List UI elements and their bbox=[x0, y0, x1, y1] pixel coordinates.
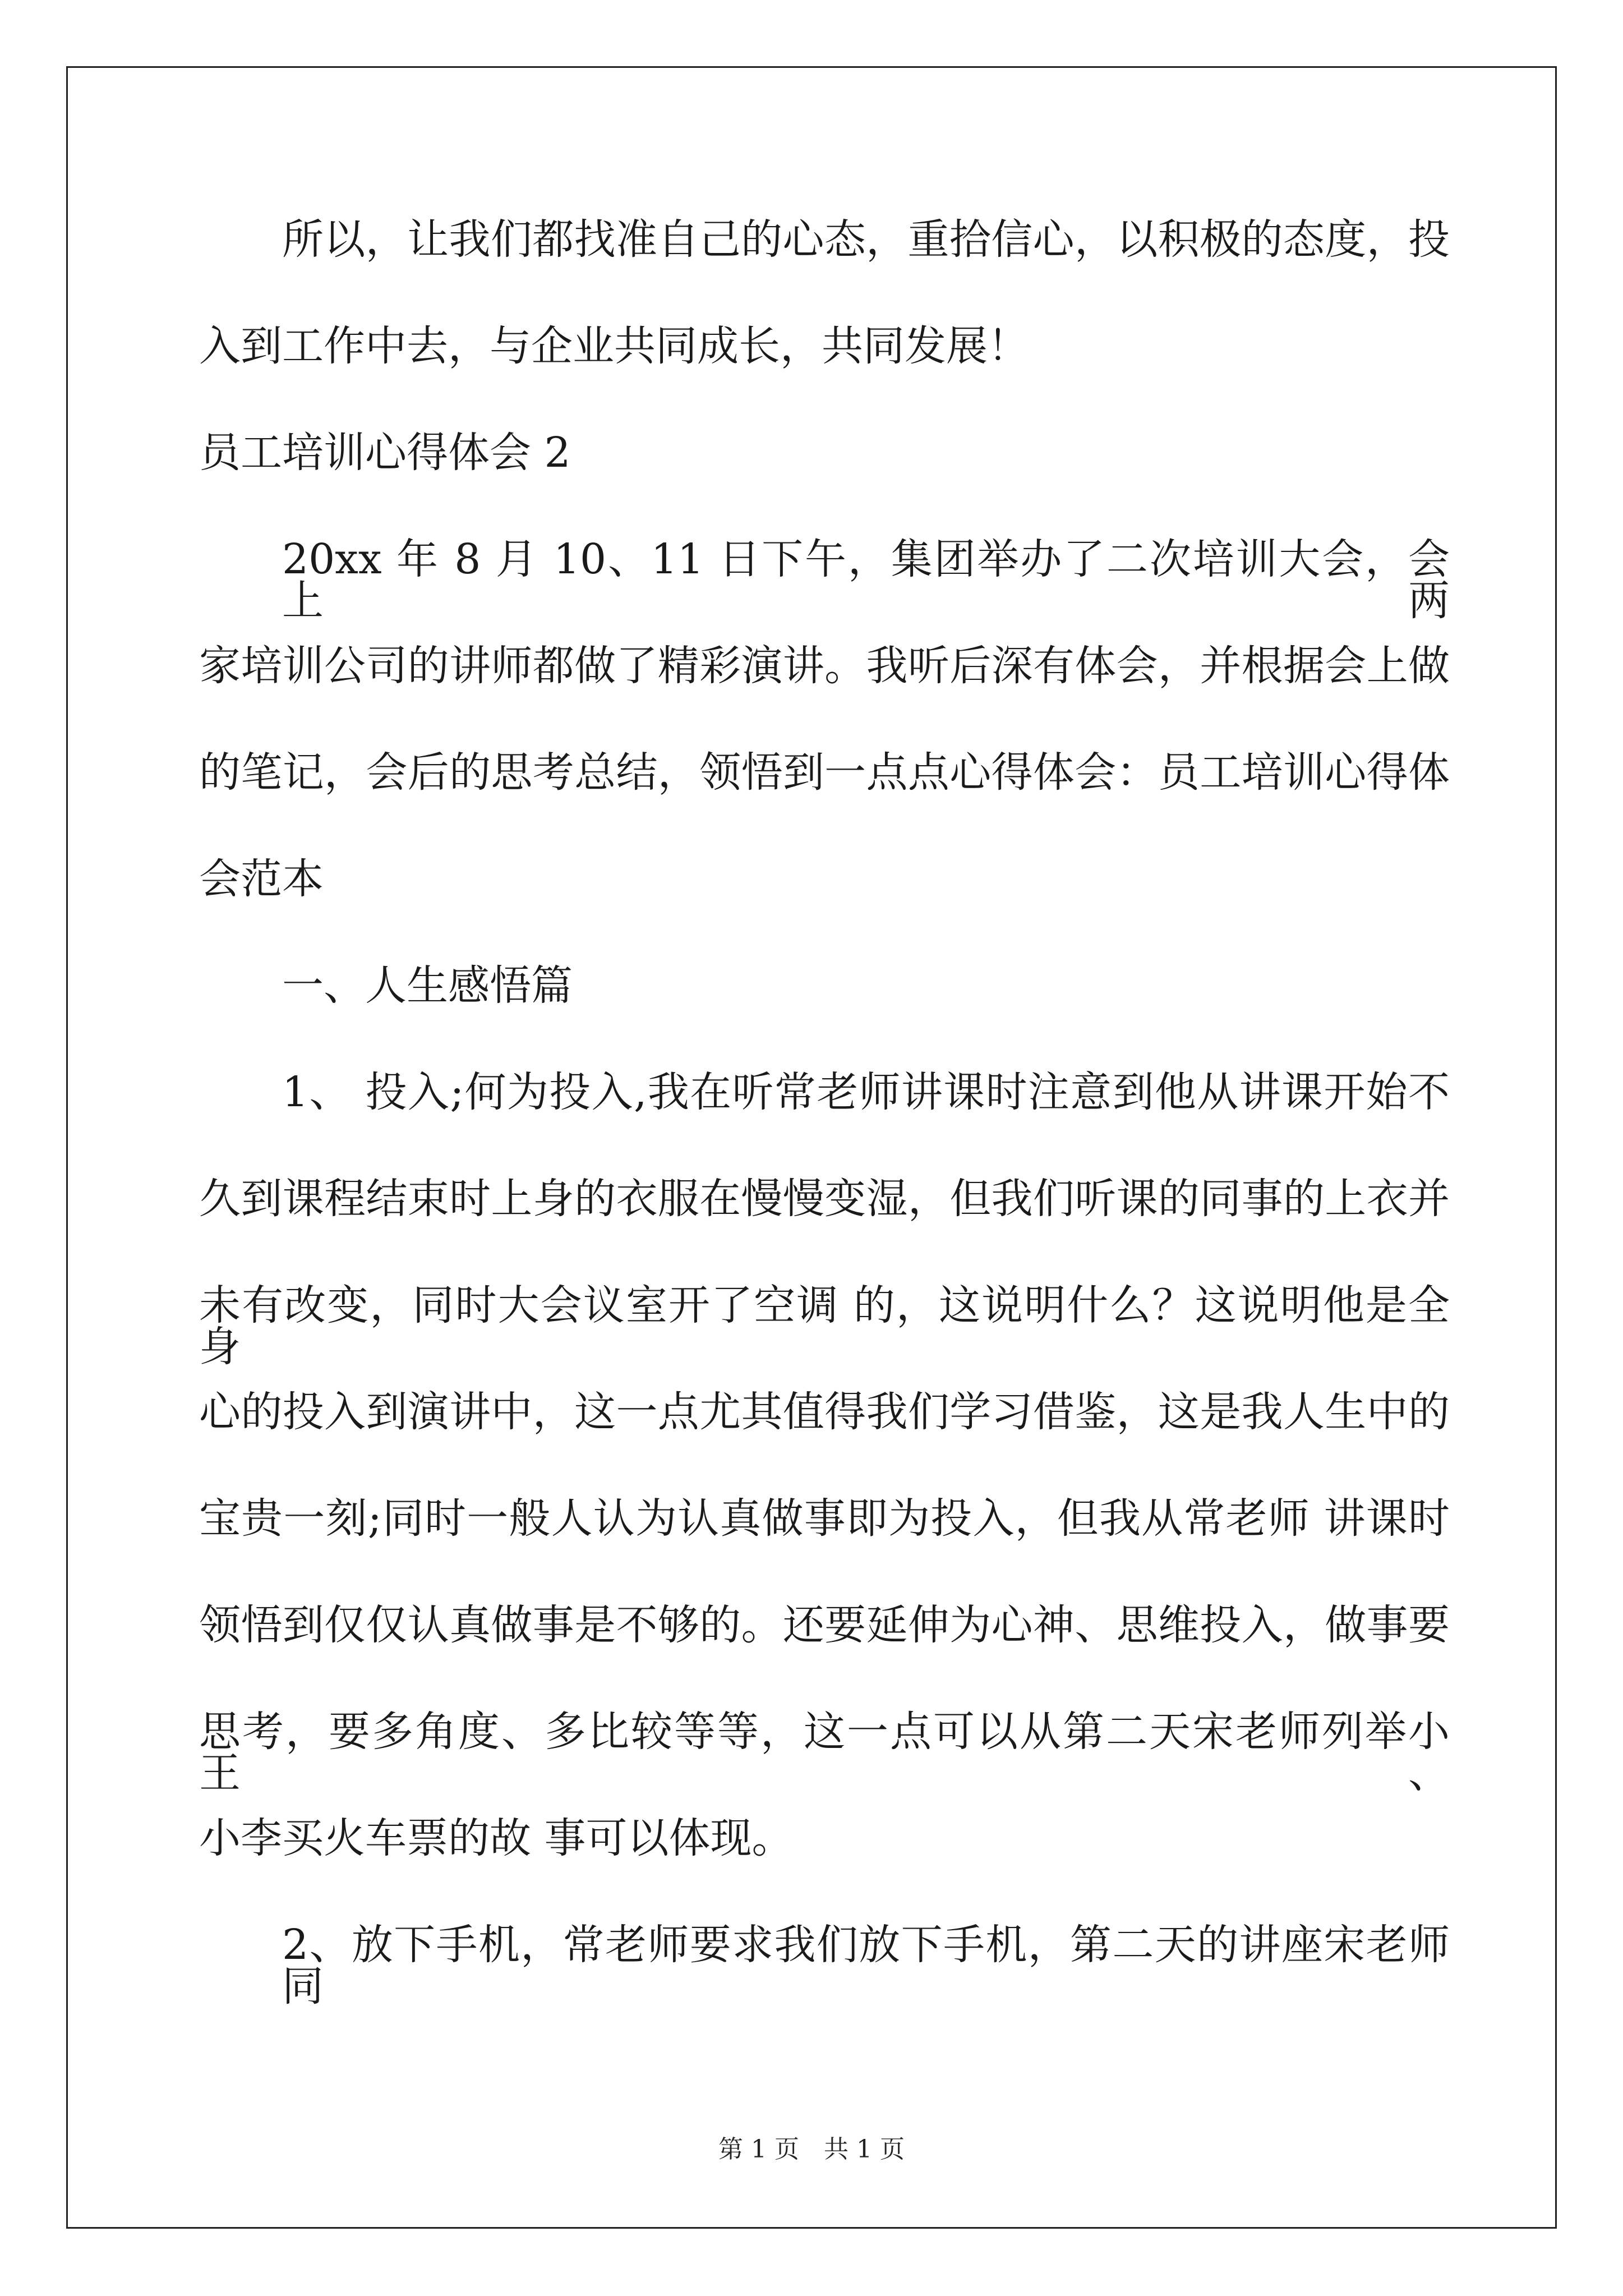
paragraph-line: 的笔记，会后的思考总结，领悟到一点点心得体会：员工培训心得体 bbox=[199, 748, 1450, 797]
paragraph-line: 2、放下手机，常老师要求我们放下手机，第二天的讲座宋老师同 bbox=[282, 1921, 1450, 2010]
paragraph-line: 宝贵一刻;同时一般人认为认真做事即为投入，但我从常老师 讲课时 bbox=[199, 1494, 1450, 1543]
paragraph-line: 久到课程结束时上身的衣服在慢慢变湿，但我们听课的同事的上衣并 bbox=[199, 1175, 1450, 1223]
paragraph-line: 20xx 年 8 月 10、11 日下午，集团举办了二次培训大会，会上两 bbox=[282, 535, 1450, 625]
page-number-footer: 第 1 页 共 1 页 bbox=[718, 2135, 905, 2164]
paragraph-line: 小李买火车票的故 事可以体现。 bbox=[199, 1814, 794, 1862]
paragraph-line: 未有改变，同时大会议室开了空调 的，这说明什么？这说明他是全身 bbox=[199, 1281, 1450, 1371]
section-heading: 员工培训心得体会 2 bbox=[199, 429, 571, 477]
paragraph-line: 所以，让我们都找准自己的心态，重拾信心，以积极的态度，投 bbox=[282, 215, 1450, 264]
paragraph-line: 入到工作中去，与企业共同成长，共同发展！ bbox=[199, 322, 1029, 370]
page-border bbox=[66, 66, 1557, 2229]
subsection-heading: 一、人生感悟篇 bbox=[282, 961, 573, 1010]
paragraph-line: 1、 投入;何为投入,我在听常老师讲课时注意到他从讲课开始不 bbox=[282, 1068, 1450, 1116]
paragraph-line: 思考，要多角度、多比较等等，这一点可以从第二天宋老师列举小王、 bbox=[199, 1708, 1450, 1797]
paragraph-line: 会范本 bbox=[199, 855, 324, 903]
paragraph-line: 心的投入到演讲中，这一点尤其值得我们学习借鉴，这是我人生中的 bbox=[199, 1388, 1450, 1436]
paragraph-line: 领悟到仅仅认真做事是不够的。还要延伸为心神、思维投入，做事要 bbox=[199, 1601, 1450, 1649]
paragraph-line: 家培训公司的讲师都做了精彩演讲。我听后深有体会，并根据会上做 bbox=[199, 642, 1450, 690]
